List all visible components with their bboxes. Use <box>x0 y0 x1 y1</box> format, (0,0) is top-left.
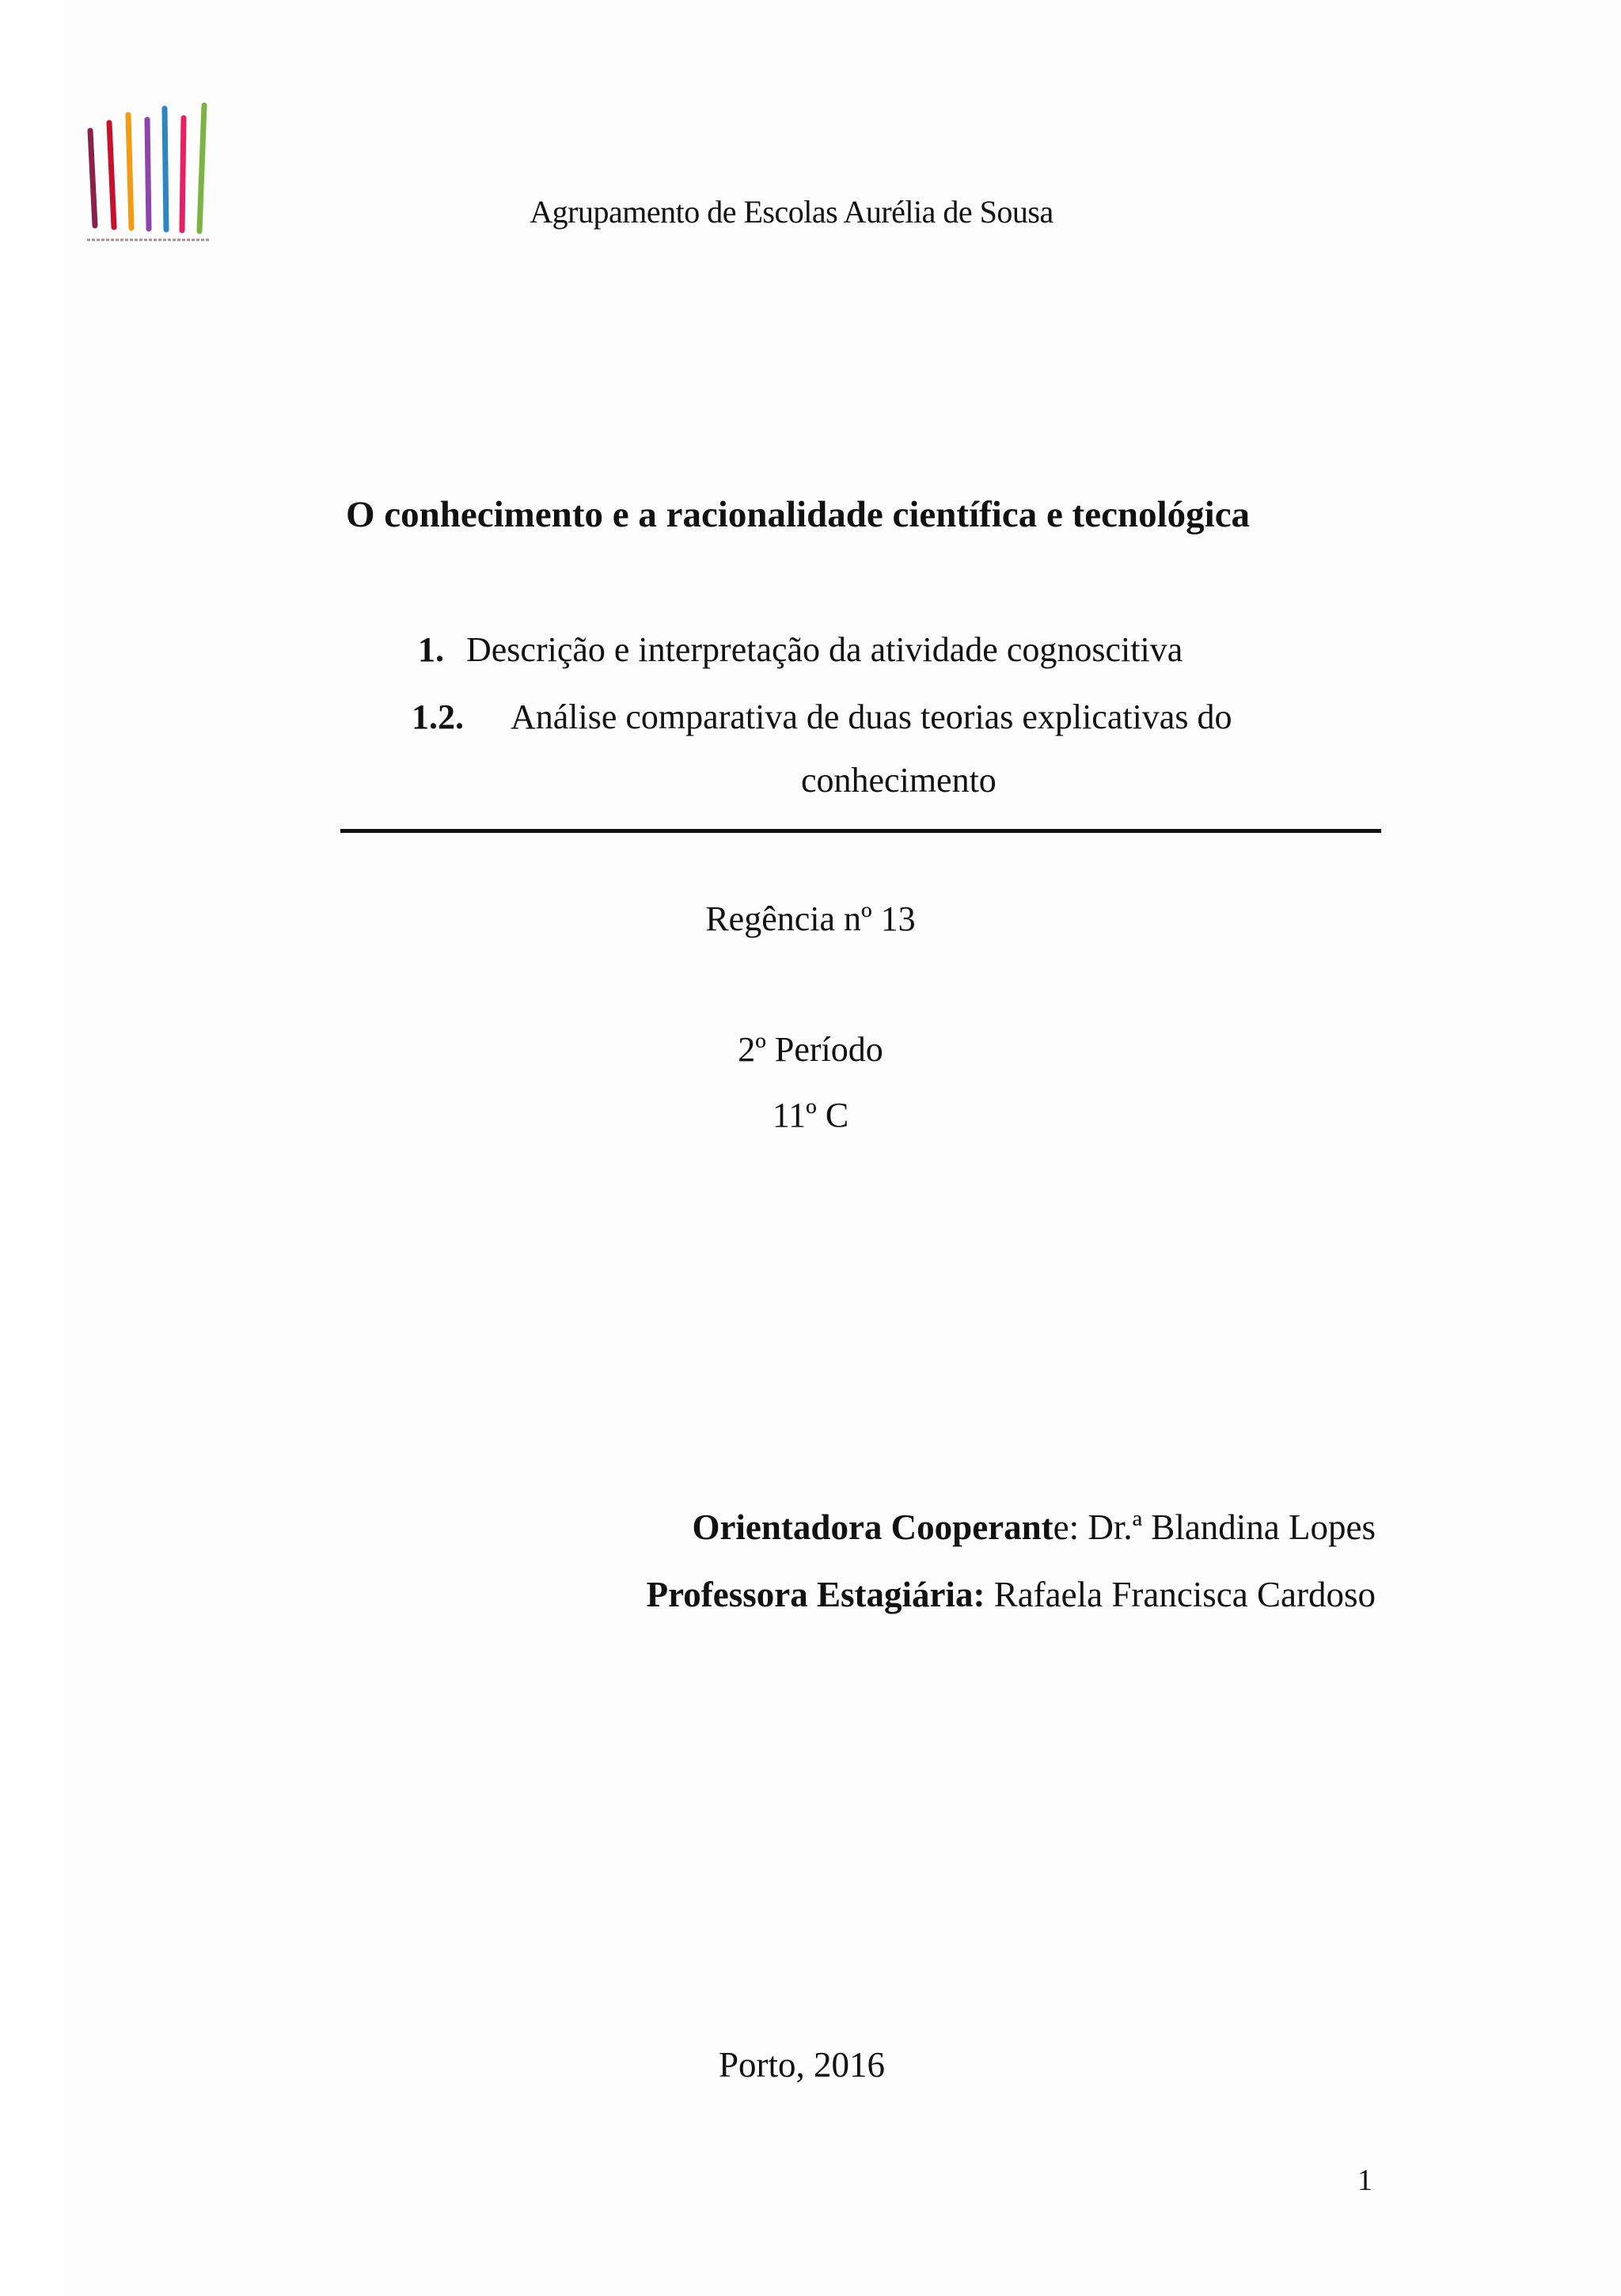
section-1 <box>418 629 444 670</box>
document-title: O conhecimento e a racionalidade científica e tecnológica <box>345 494 1251 535</box>
place-and-date: Porto, 2016 <box>719 2045 886 2085</box>
orientadora-name: Dr.ª Blandina Lopes <box>1088 1507 1376 1547</box>
section-1-number: 1. <box>418 630 444 669</box>
section-1-2 <box>412 697 464 737</box>
page-number: 1 <box>1357 2164 1372 2197</box>
professora-line <box>647 1574 1376 1615</box>
orientadora-label-tail: e: <box>1053 1507 1080 1547</box>
section-1-2-number: 1.2. <box>412 698 464 736</box>
page-margin-edge <box>0 0 63 2296</box>
section-1-2-title: Análise comparativa de duas teorias explicativas do <box>511 698 1232 736</box>
school-period: 2º Período <box>738 1030 883 1069</box>
regencia-number: Regência nº 13 <box>705 899 916 938</box>
class-group: 11º C <box>772 1096 849 1135</box>
professora-label: Professora Estagiária: <box>646 1575 985 1614</box>
title-divider-rule <box>340 829 1381 833</box>
section-1-2-title-continuation: conhecimento <box>801 761 997 800</box>
section-1-title: Descrição e interpretação da atividade cognoscitiva <box>466 630 1183 669</box>
orientadora-label: Orientadora Cooperant <box>692 1507 1053 1547</box>
school-name: Agrupamento de Escolas Aurélia de Sousa <box>530 194 1053 230</box>
professora-name: Rafaela Francisca Cardoso <box>993 1575 1376 1614</box>
orientadora-line <box>692 1507 1376 1548</box>
